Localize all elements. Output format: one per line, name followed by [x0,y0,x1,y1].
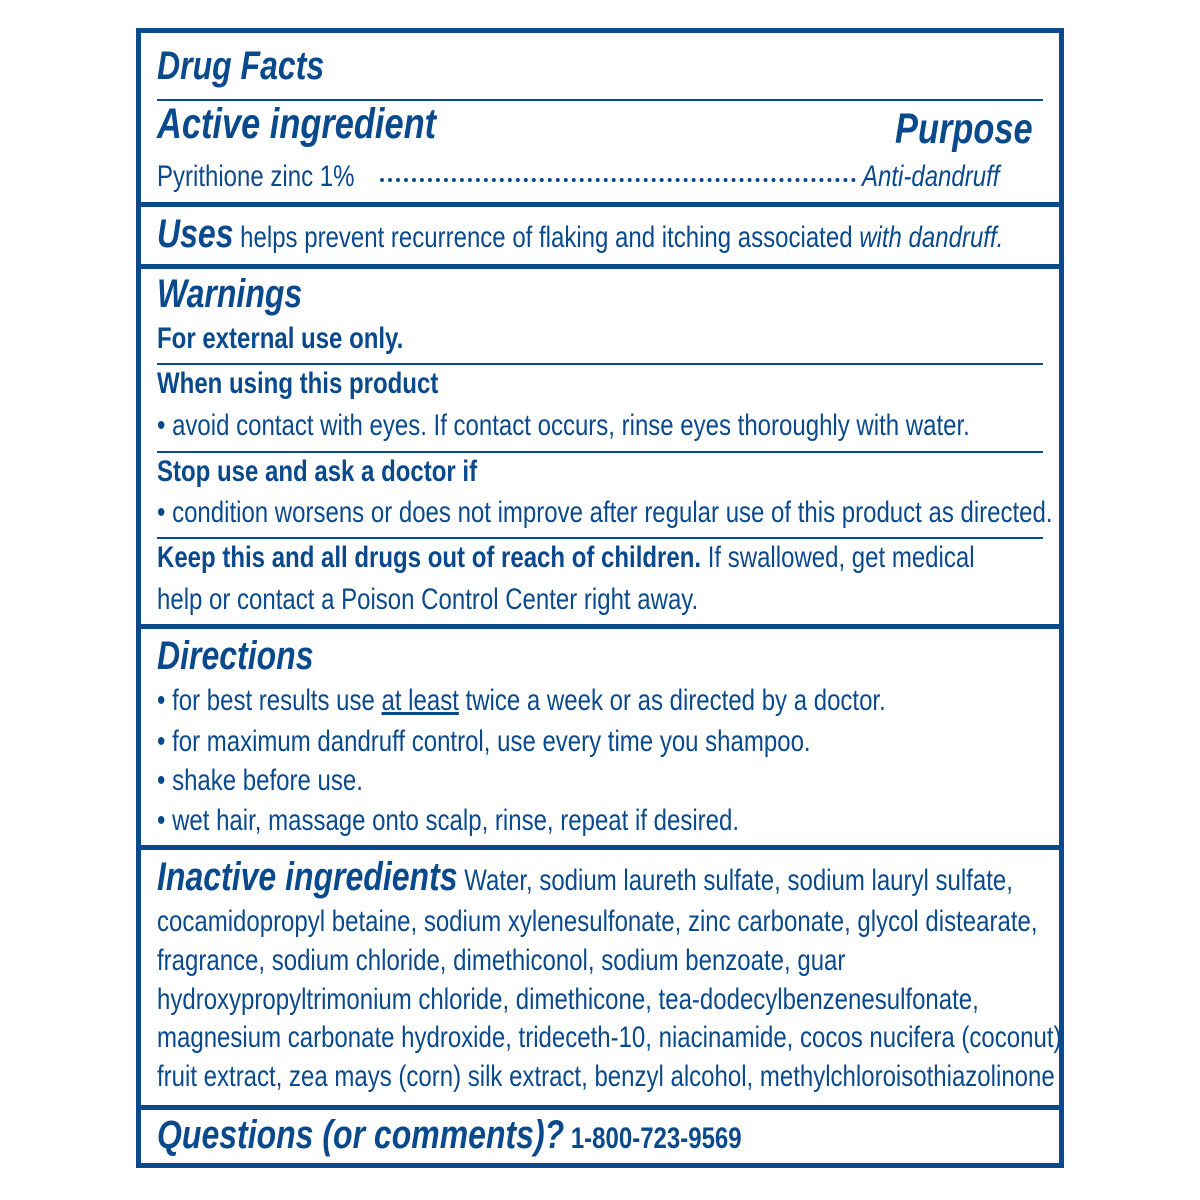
section-divider-directions [141,624,1059,629]
uses-text-end: with dandruff. [859,221,1004,254]
questions-line [157,1113,742,1158]
directions-item-4: • wet hair, massage onto scalp, rinse, repeat if desired. [157,804,740,837]
inactive-text-2: cocamidopropyl betaine, sodium xylenesulfonate, zinc carbonate, glycol distearate, [157,905,1038,938]
keep-out-line-1 [157,541,975,575]
section-divider-questions [141,1105,1059,1110]
inactive-heading: Inactive ingredients [157,855,458,899]
purpose-value: Anti-dandruff [862,160,1000,193]
uses-heading: Uses [157,212,234,256]
stop-use-heading: Stop use and ask a doctor if [157,455,478,488]
inactive-text-4: hydroxypropyltrimonium chloride, dimethicone, tea-dodecylbenzenesulfonate, [157,983,979,1016]
keep-out-text-1: If swallowed, get medical [701,541,975,574]
uses-text: helps prevent recurrence of flaking and itching associated [240,221,860,254]
inactive-text-6: fruit extract, zea mays (corn) silk extract, benzyl alcohol, methylchloroisothiazolinone [157,1060,1055,1093]
external-use-text: For external use only. [157,322,404,355]
divider-keep-out [157,537,1043,539]
directions-item-1 [157,684,886,718]
section-divider-warnings [141,264,1059,269]
directions-item-3: • shake before use. [157,764,363,797]
inactive-text-1: Water, sodium laureth sulfate, sodium lauryl sulfate, [457,864,1013,897]
divider-stop-use [157,451,1043,453]
leader-dots [380,172,856,182]
questions-phone: 1-800-723-9569 [564,1122,742,1155]
divider-when-using [157,363,1043,365]
section-divider-uses [141,202,1059,207]
inactive-text-5: magnesium carbonate hydroxide, trideceth-10, niacinamide, cocos nucifera (coconut) [157,1021,1062,1054]
active-ingredient-heading: Active ingredient [157,100,437,148]
when-using-heading: When using this product [157,367,439,400]
when-using-item: • avoid contact with eyes. If contact occurs, rinse eyes thoroughly with water. [157,409,970,442]
stop-use-item: • condition worsens or does not improve after regular use of this product as directed. [157,496,1053,529]
warnings-heading: Warnings [157,272,303,316]
keep-out-bold: Keep this and all drugs out of reach of children. [157,541,702,574]
section-divider-inactive [141,845,1059,850]
active-ingredient-value: Pyrithione zinc 1% [157,160,355,193]
directions-item-2: • for maximum dandruff control, use every time you shampoo. [157,725,811,758]
directions-item-1-a: • for best results use [157,684,382,717]
questions-heading: Questions (or comments)? [157,1113,565,1157]
directions-heading: Directions [157,634,314,678]
keep-out-text-2: help or contact a Poison Control Center right away. [157,583,699,616]
purpose-heading: Purpose [895,105,1033,153]
directions-item-1-b: twice a week or as directed by a doctor. [458,684,886,717]
inactive-line-1 [157,855,1013,900]
inactive-text-3: fragrance, sodium chloride, dimethiconol, sodium benzoate, guar [157,944,846,977]
uses-line [157,212,1003,257]
directions-item-1-underline: at least [381,684,459,717]
drug-facts-title: Drug Facts [157,44,325,88]
